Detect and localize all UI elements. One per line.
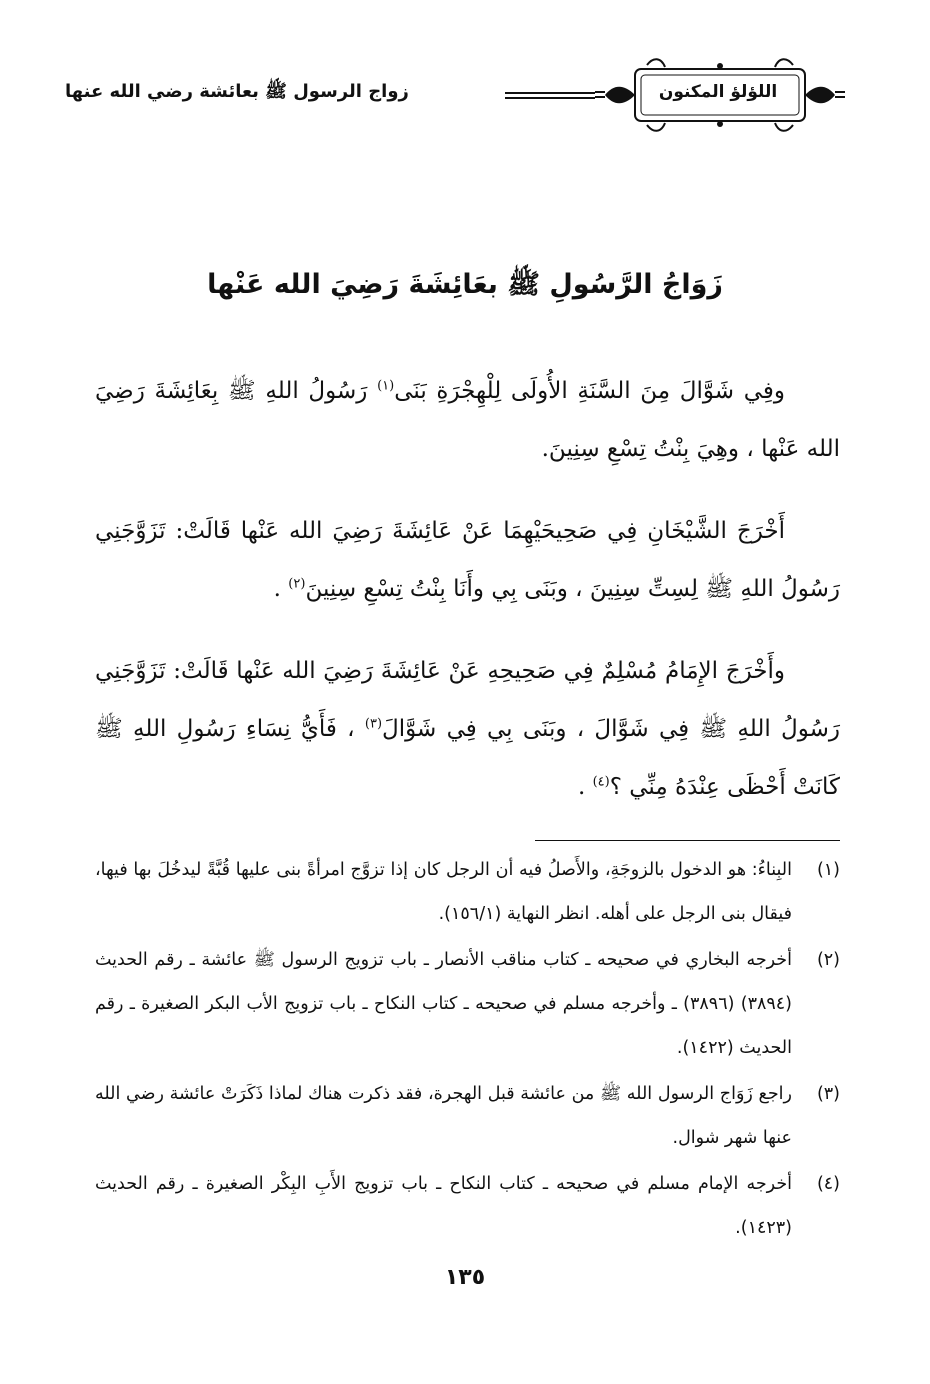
page-number: ١٣٥ [444, 1265, 486, 1290]
running-header [65, 55, 845, 135]
footnote-ref[interactable]: (٤) [592, 774, 610, 790]
footnote-text: أخرجه الإمام مسلم في صحيحه ـ كتاب النكاح ـ باب تزويج الأَبِ البِكْر الصغيرة ـ رقم الحديث (١٤٢٣). [95, 1174, 792, 1238]
paragraph-1 [95, 362, 840, 478]
footnote-number: (١) [816, 860, 840, 880]
paragraph-text: رَسُولُ اللهِ ﷺ بِعَائِشَةَ رَضِيَ الله عَنْها ، وهِيَ بِنْتُ تِسْعِ سِنِينَ. [95, 378, 840, 462]
paragraph-3 [95, 642, 840, 816]
footnotes [95, 848, 840, 1252]
footnote-number: (٢) [816, 950, 840, 970]
footnote-ref[interactable]: (١) [377, 378, 395, 394]
footnote-text: راجع زَوَاج الرسول الله ﷺ من عائشة قبل الهجرة، فقد ذكرت هناك لماذا ذَكَرَتْ عائشة رضي الله عنها شهر شوال. [95, 1084, 792, 1148]
paragraph-text: وفِي شَوَّالَ مِنَ السَّنَةِ الأُولَى لِلْهِجْرَةِ بَنَى [394, 378, 785, 404]
header-book-badge [595, 55, 845, 135]
header-book-title: اللؤلؤ المكنون [658, 82, 778, 102]
footnote-number: (٤) [816, 1174, 840, 1194]
footnote-separator [535, 840, 840, 841]
header-rule [505, 97, 595, 99]
footnote-ref[interactable]: (٢) [288, 576, 306, 592]
footnote-4 [95, 1162, 840, 1250]
paragraph-text: وأَخْرَجَ الإِمَامُ مُسْلِمٌ فِي صَحِيحِهِ عَنْ عَائِشَةَ رَضِيَ الله عَنْها قَالَتْ: تَزَوَّجَنِي رَسُولُ اللهِ ﷺ فِي شَوَّالَ ، وبَنَى بِي فِي شَوَّالَ [95, 658, 841, 742]
header-rule [505, 92, 595, 94]
footnote-2 [95, 938, 840, 1070]
paragraph-text: . [273, 576, 281, 602]
body-text [95, 362, 840, 840]
chapter-title: زَوَاجُ الرَّسُولِ ﷺ بعَائِشَةَ رَضِيَ الله عَنْها [207, 269, 723, 300]
footnote-3 [95, 1072, 840, 1160]
header-chapter-title: زواج الرسول ﷺ بعائشة رضي الله عنها [65, 81, 409, 102]
footnote-1 [95, 848, 840, 936]
footnote-text: البِناءُ: هو الدخول بالزوجَةِ، والأَصلُ فيه أن الرجل كان إذا تزوَّج امرأةً بنى عليها قُبَّةً ليدخُلَ بها فيها، فيقال بنى الرجل على أهله. انظر النهاية (١٥٦/١). [95, 860, 792, 924]
paragraph-2 [95, 502, 840, 618]
paragraph-text: أَخْرَجَ الشَّيْخَانِ فِي صَحِيحَيْهِمَا عَنْ عَائِشَةَ رَضِيَ الله عَنْها قَالَتْ: تَزَوَّجَنِي رَسُولُ اللهِ ﷺ لِسِتِّ سِنِينَ ، وبَنَى بِي وأَنَا بِنْتُ تِسْعِ سِنِينَ [95, 518, 840, 602]
footnote-text: أخرجه البخاري في صحيحه ـ كتاب مناقب الأنصار ـ باب تزويج الرسول ﷺ عائشة ـ رقم الحديث (٣٨٩٤) (٣٨٩٦) ـ وأخرجه مسلم في صحيحه ـ كتاب النكاح ـ باب تزويج الأب البكر الصغيرة ـ رقم الحديث (١٤٢٢). [95, 950, 792, 1058]
paragraph-text: . [577, 774, 586, 800]
footnote-number: (٣) [816, 1084, 840, 1104]
paragraph-text: ، فَأَيُّ نِسَاءِ رَسُولِ اللهِ ﷺ كَانَتْ أَحْظَى عِنْدَهُ مِنِّي ؟ [95, 716, 840, 800]
footnote-ref[interactable]: (٣) [364, 716, 383, 732]
